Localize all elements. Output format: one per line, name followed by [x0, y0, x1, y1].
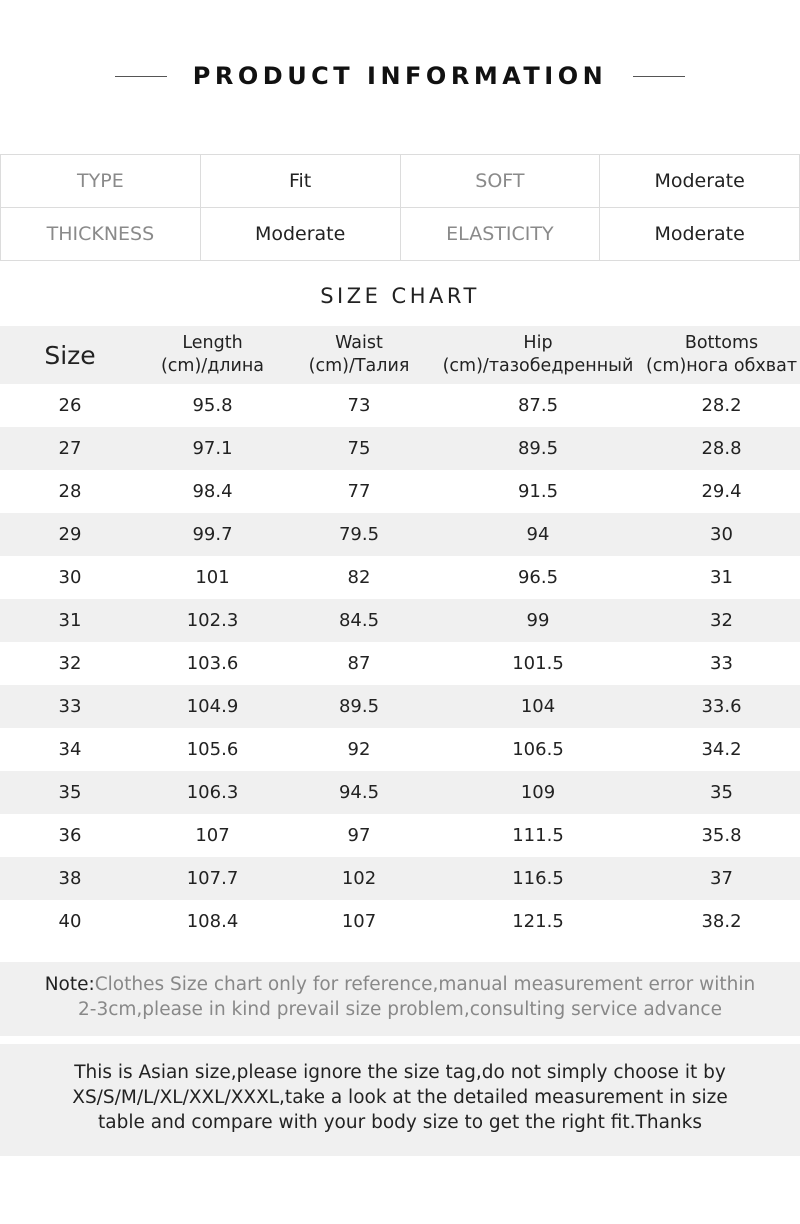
header-length-line2: (cm)/длина [160, 356, 265, 376]
cell-length: 99.7 [140, 513, 285, 556]
cell-length: 107 [195, 825, 230, 846]
cell-hip: 116.5 [433, 857, 643, 900]
cell-waist: 77 [347, 481, 371, 502]
cell-bottoms: 29.4 [701, 481, 742, 502]
cell-bottoms: 28.8 [643, 427, 800, 470]
cell-size: 38 [0, 857, 140, 900]
cell-waist: 92 [347, 739, 371, 760]
cell-hip: 99 [433, 599, 643, 642]
table-row [0, 513, 800, 556]
cell-waist: 87 [347, 653, 371, 674]
cell-size: 31 [0, 599, 140, 642]
header-bottoms [643, 326, 800, 384]
info-label-type: TYPE [1, 155, 201, 208]
cell-waist: 107 [341, 911, 377, 932]
cell-bottoms: 35 [643, 771, 800, 814]
cell-length: 103.6 [186, 653, 239, 674]
page-title: PRODUCT INFORMATION [192, 62, 608, 90]
cell-hip: 111.5 [512, 825, 564, 846]
asian-notice-line-2: XS/S/M/L/XL/XXL/XXXL,take a look at the detailed measurement in size [72, 1087, 728, 1108]
info-value-thickness: Moderate [200, 208, 400, 261]
size-chart-table [0, 326, 800, 943]
table-row [0, 857, 800, 900]
note-label: Note: [44, 974, 95, 995]
info-label-soft: SOFT [400, 155, 600, 208]
header-waist [285, 326, 433, 384]
table-row [0, 771, 800, 814]
cell-hip: 89.5 [433, 427, 643, 470]
header-bottoms-line1: Bottoms [684, 333, 759, 353]
asian-size-notice [0, 1044, 800, 1156]
product-info-row [1, 208, 800, 261]
header-waist-line2: (cm)/Талия [308, 356, 410, 376]
header-bottoms-line2: (cm)нога обхват [645, 356, 798, 376]
cell-size: 26 [58, 395, 82, 416]
table-row [0, 642, 800, 685]
info-value-elasticity: Moderate [600, 208, 800, 261]
cell-bottoms: 30 [643, 513, 800, 556]
table-row [0, 728, 800, 771]
header-waist-line1: Waist [335, 333, 383, 353]
cell-waist: 94.5 [285, 771, 433, 814]
table-row [0, 814, 800, 857]
table-row [0, 556, 800, 599]
note-text-1: Clothes Size chart only for reference,manual measurement error within [94, 974, 756, 995]
info-value-type: Fit [200, 155, 400, 208]
asian-notice-line-1: This is Asian size,please ignore the size tag,do not simply choose it by [74, 1062, 726, 1083]
asian-notice-line-3: table and compare with your body size to get the right fit.Thanks [98, 1112, 702, 1133]
cell-hip: 121.5 [512, 911, 564, 932]
header-size [0, 326, 140, 384]
cell-size: 35 [0, 771, 140, 814]
cell-waist: 102 [285, 857, 433, 900]
cell-hip: 87.5 [517, 395, 559, 416]
cell-size: 34 [58, 739, 82, 760]
table-row [0, 427, 800, 470]
table-row [0, 900, 800, 943]
cell-hip: 109 [433, 771, 643, 814]
cell-bottoms: 33.6 [643, 685, 800, 728]
header-hip [433, 326, 643, 384]
cell-hip: 91.5 [517, 481, 559, 502]
table-row [0, 599, 800, 642]
table-row [0, 384, 800, 427]
page-header [0, 58, 800, 94]
cell-size: 27 [0, 427, 140, 470]
cell-bottoms: 37 [643, 857, 800, 900]
cell-bottoms: 28.2 [701, 395, 742, 416]
cell-length: 108.4 [186, 911, 239, 932]
cell-size: 32 [58, 653, 82, 674]
title-right-divider [633, 76, 685, 77]
cell-bottoms: 32 [643, 599, 800, 642]
note-text-2: 2-3cm,please in kind prevail size problem,consulting service advance [78, 999, 722, 1020]
cell-size: 33 [0, 685, 140, 728]
size-chart-title: SIZE CHART [320, 284, 480, 308]
cell-length: 97.1 [140, 427, 285, 470]
header-length-line1: Length [182, 333, 243, 353]
cell-length: 101 [195, 567, 230, 588]
table-row [0, 685, 800, 728]
cell-waist: 75 [285, 427, 433, 470]
cell-bottoms: 33 [710, 653, 733, 674]
cell-size: 36 [58, 825, 82, 846]
cell-hip: 106.5 [512, 739, 564, 760]
size-chart-header-row [0, 326, 800, 384]
size-note [0, 962, 800, 1036]
cell-size: 29 [0, 513, 140, 556]
cell-length: 106.3 [140, 771, 285, 814]
cell-hip: 94 [433, 513, 643, 556]
cell-bottoms: 31 [710, 567, 733, 588]
header-hip-line1: Hip [523, 333, 553, 353]
cell-bottoms: 34.2 [701, 739, 742, 760]
cell-size: 40 [58, 911, 82, 932]
info-value-soft: Moderate [600, 155, 800, 208]
cell-length: 104.9 [140, 685, 285, 728]
cell-bottoms: 35.8 [701, 825, 742, 846]
note-line-1 [0, 972, 800, 997]
header-size-label: Size [44, 340, 96, 370]
header-hip-line2: (cm)/тазобедренный [442, 356, 634, 376]
cell-hip: 104 [433, 685, 643, 728]
title-left-divider [115, 76, 167, 77]
cell-waist: 79.5 [285, 513, 433, 556]
product-info-table [0, 154, 800, 261]
cell-length: 102.3 [140, 599, 285, 642]
cell-waist: 84.5 [285, 599, 433, 642]
cell-length: 107.7 [140, 857, 285, 900]
cell-size: 28 [58, 481, 82, 502]
size-chart-body [0, 384, 800, 943]
cell-hip: 96.5 [517, 567, 559, 588]
cell-length: 105.6 [186, 739, 239, 760]
cell-hip: 101.5 [512, 653, 564, 674]
cell-length: 98.4 [192, 481, 233, 502]
header-length [140, 326, 285, 384]
cell-waist: 97 [347, 825, 371, 846]
cell-waist: 89.5 [285, 685, 433, 728]
info-label-elasticity: ELASTICITY [400, 208, 600, 261]
cell-waist: 73 [347, 395, 371, 416]
cell-waist: 82 [347, 567, 371, 588]
cell-size: 30 [58, 567, 82, 588]
cell-bottoms: 38.2 [701, 911, 742, 932]
product-info-row [1, 155, 800, 208]
table-row [0, 470, 800, 513]
cell-length: 95.8 [192, 395, 233, 416]
info-label-thickness: THICKNESS [1, 208, 201, 261]
